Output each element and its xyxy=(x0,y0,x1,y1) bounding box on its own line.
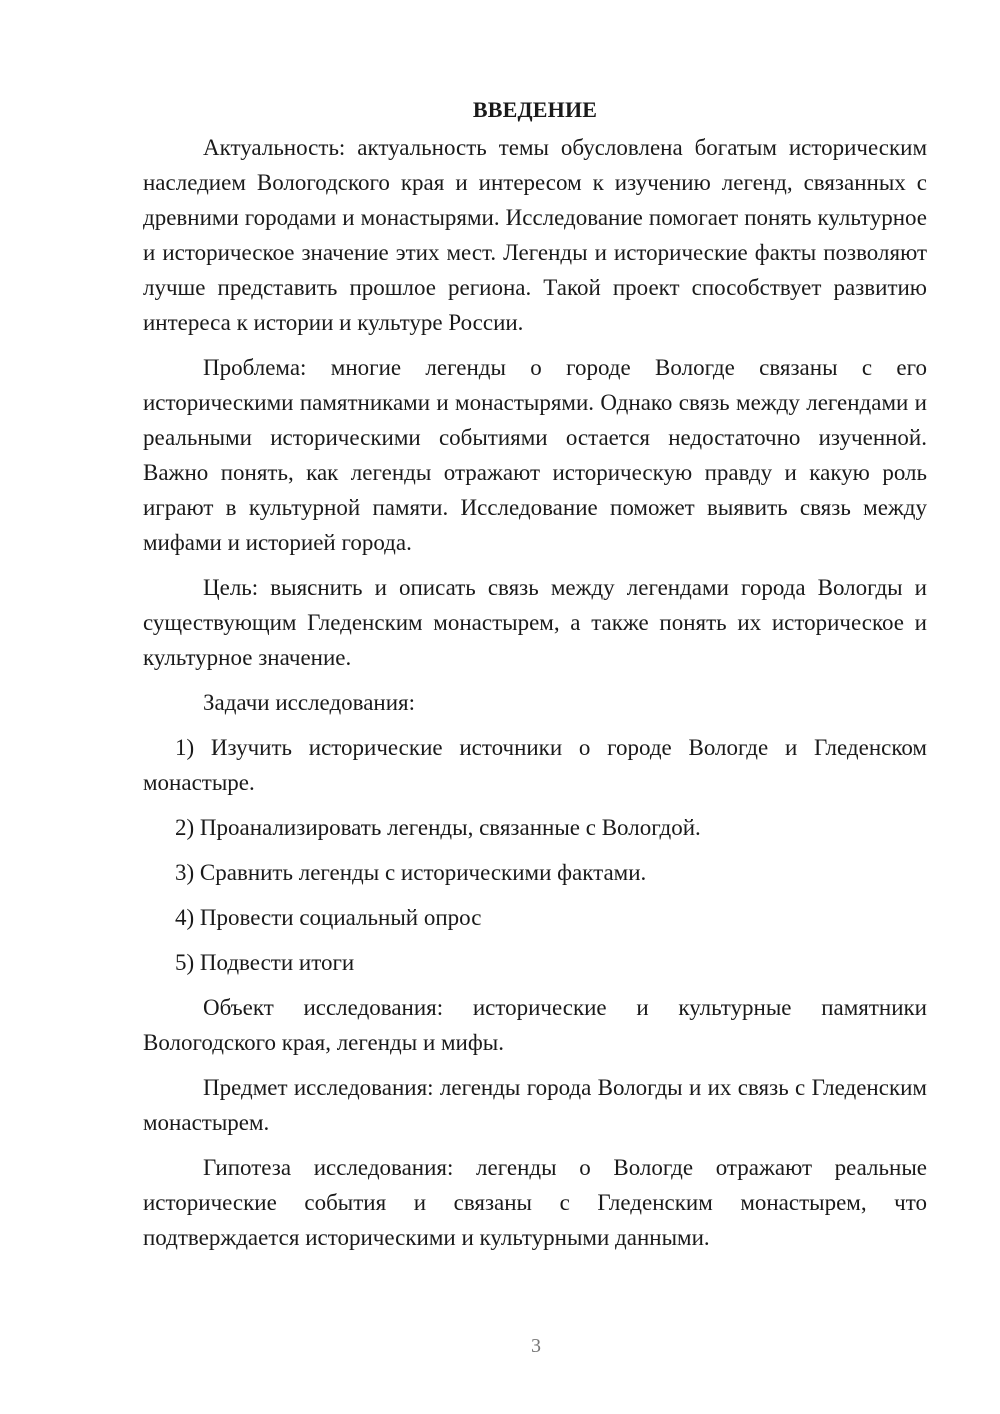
paragraph-subject: Предмет исследования: легенды города Вологды и их связь с Гледенским монастырем. xyxy=(143,1075,927,1135)
paragraph-goal: Цель: выяснить и описать связь между легендами города Вологды и существующим Гледенским монастырем, а также понять их историческое и культурное значение. xyxy=(143,575,927,670)
tasks-heading: Задачи исследования: xyxy=(203,690,416,715)
paragraph-object: Объект исследования: исторические и культурные памятники Вологодского края, легенды и мифы. xyxy=(143,995,927,1055)
paragraph-relevance: Актуальность: актуальность темы обусловлена богатым историческим наследием Вологодского края и интересом к изучению легенд, связанных с древними городами и монастырями. Исследование помогает понять культурное и историческое значение этих мест. Легенды и исторические факты позволяют лучше представить прошлое региона. Такой проект способствует развитию интереса к истории и культуре России. xyxy=(143,135,927,335)
task-item-2: 2) Проанализировать легенды, связанные с Вологдой. xyxy=(175,815,701,840)
task-item-5: 5) Подвести итоги xyxy=(175,950,355,975)
paragraph-hypothesis: Гипотеза исследования: легенды о Вологде отражают реальные исторические события и связаны с Гледенским монастырем, что подтверждается историческими и культурными данными. xyxy=(143,1155,927,1250)
page-title: ВВЕДЕНИЕ xyxy=(472,97,598,122)
page-number: 3 xyxy=(531,1335,541,1357)
page-content xyxy=(143,94,927,1265)
task-item-4: 4) Провести социальный опрос xyxy=(175,905,482,930)
task-item-3: 3) Сравнить легенды с историческими фактами. xyxy=(175,860,647,885)
paragraph-problem: Проблема: многие легенды о городе Вологде связаны с его историческими памятниками и монастырями. Однако связь между легендами и реальными историческими событиями остается недостаточно изученной. Важно понять, как легенды отражают историческую правду и какую роль играют в культурной памяти. Исследование поможет выявить связь между мифами и историей города. xyxy=(143,355,927,555)
task-item-1: 1) Изучить исторические источники о городе Вологде и Гледенском монастыре. xyxy=(143,735,927,795)
